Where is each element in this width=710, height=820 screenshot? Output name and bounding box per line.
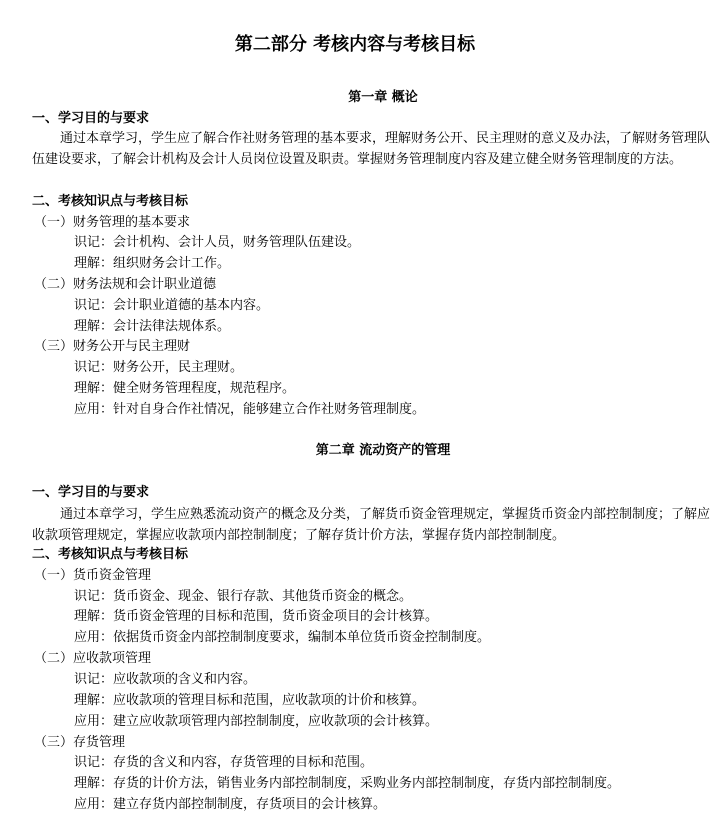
- chapter-1-section-3-title: （三）财务公开与民主理财: [34, 339, 191, 354]
- chapter-1-section-3-item-2: 理解：健全财务管理程度，规范程序。: [74, 381, 296, 396]
- chapter-1-goal-text: [32, 128, 710, 170]
- chapter-2-title: 第二章 流动资产的管理: [315, 443, 451, 458]
- chapter-2-section-2-item-1: 识记：应收款项的含义和内容。: [74, 672, 257, 687]
- chapter-2-section-3-item-1: 识记：存货的含义和内容，存货管理的目标和范围。: [74, 755, 374, 770]
- chapter-1-section-2-title: （二）财务法规和会计职业道德: [34, 277, 217, 292]
- chapter-2-section-1-title: （一）货币资金管理: [34, 568, 152, 583]
- chapter-1-section-2-item-2: 理解：会计法律法规体系。: [74, 319, 231, 334]
- chapter-2-section-3-title: （三）存货管理: [34, 735, 126, 750]
- chapter-2-section-3-item-3: 应用：建立存货内部控制制度，存货项目的会计核算。: [74, 797, 387, 812]
- chapter-1-section-1-title: （一）财务管理的基本要求: [34, 215, 191, 230]
- chapter-2-goal-text: [32, 504, 710, 546]
- chapter-2-section-2-item-3: 应用：建立应收款项管理内部控制制度，应收款项的会计核算。: [74, 714, 439, 729]
- chapter-2-section-1-item-2: 理解：货币资金管理的目标和范围，货币资金项目的会计核算。: [74, 609, 439, 624]
- chapter-1-section-3-item-3: 应用：针对自身合作社情况，能够建立合作社财务管理制度。: [74, 402, 426, 417]
- page-title: 第二部分 考核内容与考核目标: [234, 34, 476, 55]
- chapter-1-goal-text-content: 通过本章学习，学生应了解合作社财务管理的基本要求，理解财务公开、民主理财的意义及办法，了解财务管理队伍建设要求，了解会计机构及会计人员岗位设置及职责。掌握财务管理制度内容及建立健全财务管理制度的方法。: [32, 131, 710, 167]
- chapter-2-points-heading: 二、考核知识点与考核目标: [32, 547, 189, 562]
- chapter-1-section-1-item-2: 理解：组织财务会计工作。: [74, 256, 231, 271]
- chapter-1-goal-heading: 一、学习目的与要求: [32, 111, 150, 126]
- chapter-2-section-2-title: （二）应收款项管理: [34, 651, 152, 666]
- chapter-1-points-heading: 二、考核知识点与考核目标: [32, 194, 189, 209]
- chapter-1-section-3-item-1: 识记：财务公开，民主理财。: [74, 360, 244, 375]
- chapter-2-goal-text-content: 通过本章学习，学生应熟悉流动资产的概念及分类，了解货币资金管理规定，掌握货币资金内部控制制度；了解应收款项管理规定，掌握应收款项内部控制制度；了解存货计价方法，掌握存货内部控制制度。: [32, 507, 710, 543]
- chapter-1-title: 第一章 概论: [348, 90, 418, 105]
- chapter-2-goal-heading: 一、学习目的与要求: [32, 485, 150, 500]
- chapter-1-section-2-item-1: 识记：会计职业道德的基本内容。: [74, 298, 270, 313]
- chapter-2-section-2-item-2: 理解：应收款项的管理目标和范围，应收款项的计价和核算。: [74, 693, 426, 708]
- chapter-2-section-1-item-1: 识记：货币资金、现金、银行存款、其他货币资金的概念。: [74, 589, 413, 604]
- chapter-2-section-3-item-2: 理解：存货的计价方法，销售业务内部控制制度，采购业务内部控制制度，存货内部控制制度。: [74, 776, 621, 791]
- chapter-1-section-1-item-1: 识记：会计机构、会计人员，财务管理队伍建设。: [74, 235, 361, 250]
- chapter-2-section-1-item-3: 应用：依据货币资金内部控制制度要求，编制本单位货币资金控制制度。: [74, 630, 491, 645]
